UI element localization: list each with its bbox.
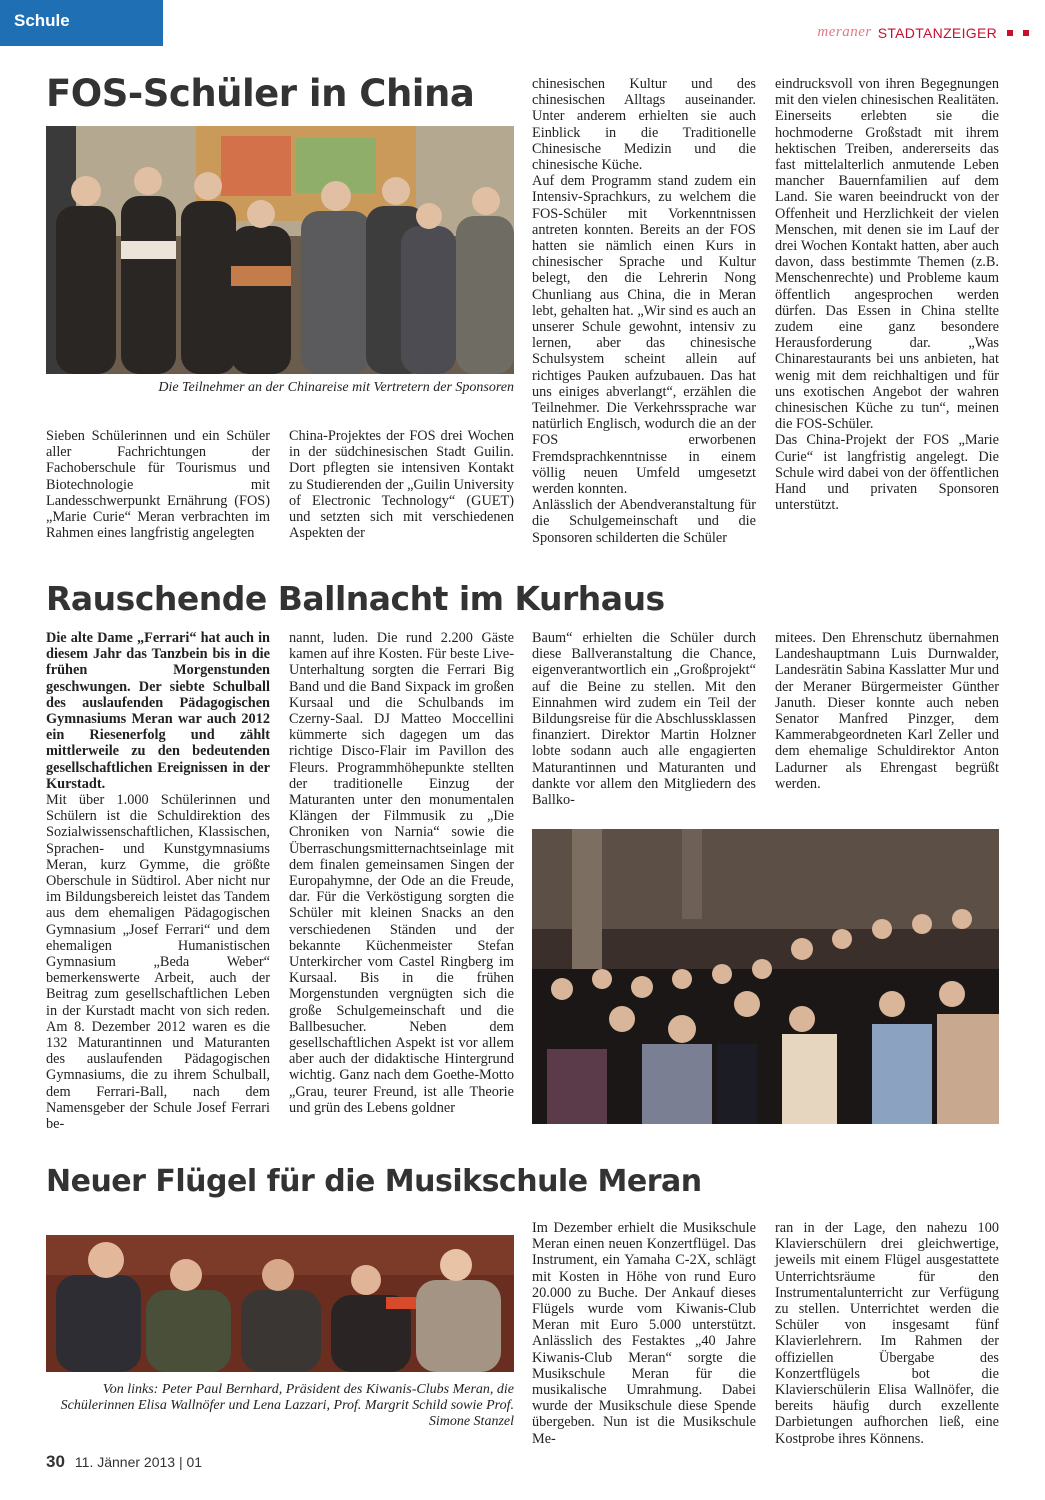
masthead-square-icon	[1007, 30, 1013, 36]
paragraph: China-Projektes der FOS drei Wochen in der südchinesischen Stadt Guilin. Dort pflegten sie intensiven Kontakt zu Studierenden der „Guilin University of Electronic Technology“ (GUET) und setzten sich mit verschiedenen Aspekten der	[289, 428, 514, 542]
paragraph: eindrucksvoll von ihren Begegnungen mit den vielen chinesischen Realitäten. Einerseits erlebten sie die hochmoderne Großstadt mit ihrem hektischen Treiben, andererseits das fast mittelalterlich anmutende Leben mancher Bauernfamilien auf dem Land. Sie waren beeindruckt von der Offenheit und Herzlichkeit der vielen Menschen, mit denen sie im Lauf der drei Wochen Kontakt hatten, aber auch davon, dass bestimmte Themen (z.B. Menschenrechte) und Probleme kaum öffentlich angesprochen werden dürfen. Das Essen in China stellte zudem eine ganz besondere Herausforderung dar. „Was Chinarestaurants bei uns anbieten, hat wenig mit dem reichhaltigen und für uns exotischen Angebot der wahren chinesischen Küche zu tun“, meinen die FOS-Schüler.	[775, 76, 999, 433]
article2-title: Rauschende Ballnacht im Kurhaus	[46, 579, 665, 618]
article1-column-2	[289, 428, 514, 541]
section-tab: Schule	[0, 0, 163, 46]
paragraph: Anlässlich der Abendveranstaltung für die Schulgemeinschaft und die Sponsoren schilderten die Schüler	[532, 497, 756, 546]
article2-column-1	[46, 630, 270, 1132]
paragraph: mitees. Den Ehrenschutz übernahmen Landeshauptmann Luis Durnwalder, Landesrätin Sabina Kasslatter Mur und der Meraner Bürgermeister Günther Januth. Dieser konnte auch neben Senator Manfred Pinzger, dem Kammerabgeordneten Karl Zeller und dem ehemalige Schuldirektor Anton Ladurner als Ehrengast begrüßt werden.	[775, 630, 999, 792]
paragraph: Das China-Projekt der FOS „Marie Curie“ ist langfristig angelegt. Die Schule wird dabei von der öffentlichen Hand und privaten Sponsoren unterstützt.	[775, 432, 999, 514]
article2-lead: Die alte Dame „Ferrari“ hat auch in diesem Jahr das Tanzbein bis in die frühen Morgenstunden geschwungen. Der siebte Schulball des auslaufenden Pädagogischen Gymnasiums Meran war auch 2012 ein Riesenerfolg und zählt mittlerweile zu den bedeutenden gesellschaftlichen Ereignissen in der Kurstadt.	[46, 630, 270, 792]
ball-photo-illustration	[532, 829, 999, 1124]
masthead	[817, 24, 1029, 41]
article1-column-1	[46, 428, 270, 541]
article2-column-2	[289, 630, 514, 1116]
paragraph: ran in der Lage, den nahezu 100 Klavierschülern drei gleichwertige, jeweils mit einem Flügel ausgestattete Unterrichtsräume für den Instrumentalunterricht zur Verfügung zu stellen. Unterrichtet werden die Schüler von insgesamt fünf Klavierlehrern. Im Rahmen der offiziellen Übergabe des Konzertflügels bot die Klavierschülerin Elisa Wallnöfer, die bereits häufig durch exzellente Darbietungen aufhorchen ließ, eine Kostprobe ihres Könnens.	[775, 1220, 999, 1447]
article2-photo	[532, 829, 999, 1124]
article1-caption: Die Teilnehmer an der Chinareise mit Vertretern der Sponsoren	[158, 380, 514, 395]
page-number: 30	[46, 1452, 65, 1471]
article1-column-3	[532, 76, 756, 546]
article1-photo	[46, 126, 514, 374]
page-footer	[46, 1452, 202, 1472]
article3-column-4	[775, 1220, 999, 1447]
paragraph: Auf dem Programm stand zudem ein Intensiv-Sprachkurs, zu welchem die FOS-Schüler mit Vorkenntnissen antreten konnten. Bereits an der FOS hatten sie nämlich einen Kurs in chinesischer Sprache und Kultur belegt, den die Lehrerin Nong Chunliang aus China, die in Meran lebt, gehalten hat. „Wir sind es auch an unserer Schule gewohnt, intensiv zu lernen, aber das chinesische Schulsystem scheint allein auf richtiges Pauken aufzubauen. Das hat uns einiges abverlangt“, erzählen die Teilnehmer. Die Verkehrssprache war natürlich Englisch, wodurch die an der FOS erworbenen Fremdsprachkenntnisse in einem völlig neuen Umfeld umgesetzt werden konnten.	[532, 173, 756, 498]
article1-title: FOS-Schüler in China	[46, 72, 475, 115]
paragraph: Sieben Schülerinnen und ein Schüler aller Fachrichtungen der Fachoberschule für Tourismus und Biotechnologie mit Landesschwerpunkt Ernährung (FOS) „Marie Curie“ Meran verbrachten im Rahmen eines langfristig angelegten	[46, 428, 270, 542]
article1-column-4	[775, 76, 999, 513]
paragraph: Im Dezember erhielt die Musikschule Meran einen neuen Konzertflügel. Das Instrument, ein Yamaha C-2X, schlägt mit Kosten in Höhe von rund Euro 20.000 zu Buche. Der Ankauf dieses Flügels wurde vom Kiwanis-Club Meran mit Euro 5.000 unterstützt. Anlässlich des Festaktes „40 Jahre Kiwanis-Club Meran“ sorgte die Musikschule Meran für die musikalische Umrahmung. Dabei wurde der Musikschule diese Spende übergeben. Nun ist die Musikschule Me-	[532, 1220, 756, 1447]
paragraph: Mit über 1.000 Schülerinnen und Schülern ist die Schuldirektion des Sozialwissenschaftlichen, Klassischen, Sprachen- und Kunstgymnasiums Meran, kurz Gymme, die größte Oberschule in Südtirol. Aber nicht nur im Bildungsbereich leistet das Tandem aus dem ehemaligen Pädagogischen Gymnasium „Josef Ferrari“ und dem ehemaligen Humanistischen Gymnasium „Beda Weber“ bemerkenswerte Arbeit, auch der Beitrag zum gesellschaftlichen Leben in der Kurstadt macht von sich reden. Am 8. Dezember 2012 waren es die 132 Maturantinnen und Maturanten des auslaufenden Pädagogischen Gymnasiums, die zu ihrem Schulball, dem Ferrari-Ball, nach dem Namensgeber der Schule Josef Ferrari be-	[46, 792, 270, 1133]
paragraph: chinesischen Kultur und des chinesischen Alltags auseinander. Unter anderem erhielten sie auch Einblick in die Traditionelle Chinesische Medizin und die chinesische Küche.	[532, 76, 756, 174]
article3-caption: Von links: Peter Paul Bernhard, Präsident des Kiwanis-Clubs Meran, die Schülerinnen Elisa Wallnöfer und Lena Lazzari, Prof. Margrit Schild sowie Prof. Simone Stanzel	[60, 1382, 514, 1429]
masthead-subtitle: STADTANZEIGER	[877, 24, 997, 41]
paragraph: Baum“ erhielten die Schüler durch diese Ballveranstaltung die Chance, eigenverantwortlich ein „Großprojekt“ auf die Beine zu stellen. Mit den Einnahmen wird zudem ein Teil der Bildungsreise für die Abschlussklassen finanziert. Direktor Martin Holzner lobte sodann auch alle engagierten Maturantinnen und Maturanten und dankte vor allem den Mitgliedern des Ballko-	[532, 630, 756, 809]
article2-column-3	[532, 630, 756, 808]
masthead-brand: meraner	[817, 24, 872, 40]
music-school-photo-illustration	[46, 1235, 514, 1372]
group-photo-illustration	[46, 126, 514, 374]
paragraph: nannt, luden. Die rund 2.200 Gäste kamen auf ihre Kosten. Für beste Live-Unterhaltung sorgten die Ferrari Big Band und die Band Sixpack im großen Kursaal und die Schulbands im Czerny-Saal. DJ Matteo Moccellini kümmerte sich dagegen um das richtige Disco-Flair im Pavillon des Fleurs. Programmhöhepunkte stellten der traditionelle Einzug der Maturanten unter den monumentalen Klängen der Filmmusik zu „Die Chroniken von Narnia“ sowie die Überraschungsmitternachtseinlage mit dem finalen gemeinsamen Singen der Europahymne, der Ode an die Freude, dar. Für die Verköstigung sorgten die Schüler mit kleinen Snacks an den verschiedenen Ständen und der bekannte Küchenmeister Stefan Unterkircher vom Castel Ringberg im Kursaal. Bis in die frühen Morgenstunden vergnügten sich die große Schulgemeinschaft und die Ballbesucher. Neben dem gesellschaftlichen Aspekt ist vor allem aber auch der didaktische Hintergrund wichtig. Ganz nach dem Goethe-Motto „Grau, teurer Freund, ist alle Theorie und grün des Lebens goldner	[289, 630, 514, 1116]
article2-column-4	[775, 630, 999, 792]
article3-photo	[46, 1235, 514, 1372]
issue-date: 11. Jänner 2013 | 01	[74, 1454, 203, 1470]
article3-column-3	[532, 1220, 756, 1447]
masthead-square-icon	[1023, 30, 1029, 36]
article3-title: Neuer Flügel für die Musikschule Meran	[46, 1164, 702, 1199]
